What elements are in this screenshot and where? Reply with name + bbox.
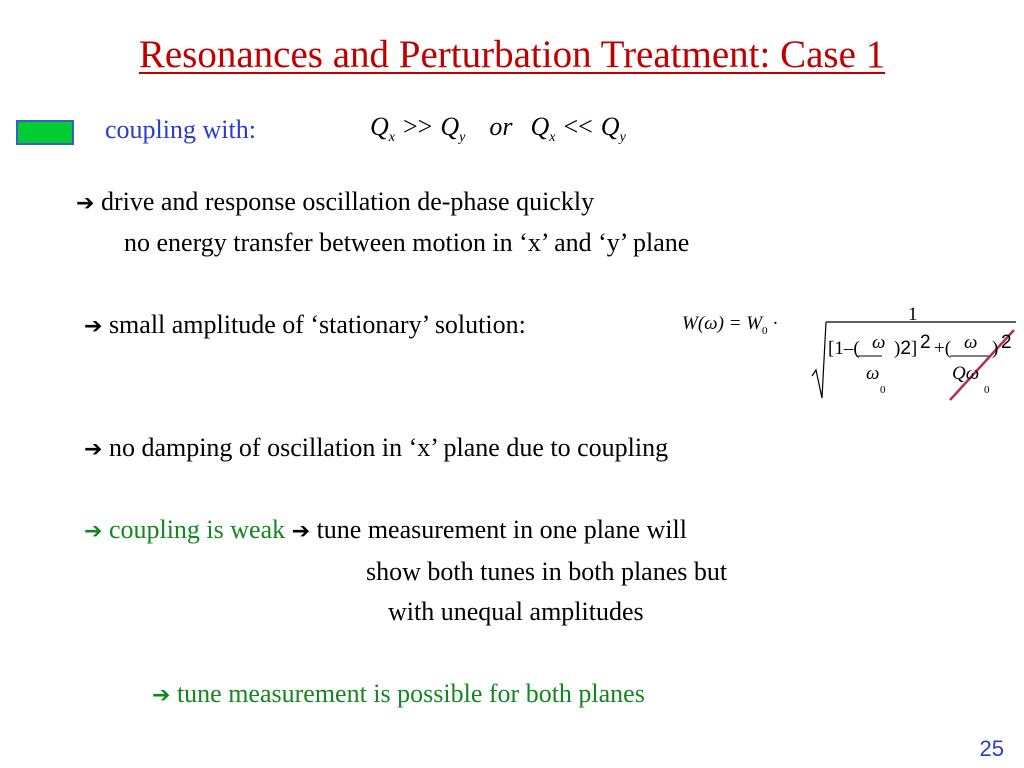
formula-zero-2: 0 <box>984 384 990 396</box>
formula-close-1: )2] <box>894 338 918 359</box>
bullet-1-line-2: no energy transfer between motion in ‘x’ and ‘y’ plane <box>124 228 690 257</box>
formula-bracket-open: [1–( <box>828 338 860 359</box>
bullet-4-line-3: with unequal amplitudes <box>388 597 644 626</box>
formula-omega-den-1: ω <box>866 363 880 384</box>
formula-sq-1: 2 <box>920 332 931 353</box>
formula-omega-num-1: ω <box>872 332 886 353</box>
arrow-right-icon: ➔ <box>84 437 103 462</box>
bullet-4-line-1: ➔ coupling is weak ➔ tune measurement in one plane will <box>84 515 687 544</box>
coupling-label: coupling with: <box>105 115 256 144</box>
formula-zero-1: 0 <box>880 384 886 396</box>
coupling-condition <box>370 112 626 146</box>
bullet-5: ➔ tune measurement is possible for both planes <box>152 679 645 708</box>
formula-sq-2: 2 <box>1001 332 1012 353</box>
or-word: or <box>489 112 513 141</box>
formula-plus: +( <box>934 338 952 359</box>
slide-title: Resonances and Perturbation Treatment: Case 1 <box>138 33 886 76</box>
qx-symbol-2: $Q_x$ <box>530 112 556 145</box>
formula-omega-num-2: ω <box>964 332 978 353</box>
much-less-symbol: << <box>563 112 593 141</box>
formula-close-2: ) <box>992 338 999 359</box>
bullet-2: ➔ small amplitude of ‘stationary’ solution: <box>84 310 526 339</box>
arrow-right-icon: ➔ <box>291 519 311 544</box>
arrow-right-icon: ➔ <box>152 683 171 708</box>
qx-symbol: $Q_x$ <box>370 112 395 145</box>
qy-symbol-2: $Q_y$ <box>600 112 626 145</box>
formula-numerator: 1 <box>908 304 918 325</box>
page-number: 25 <box>979 736 1004 761</box>
arrow-right-icon: ➔ <box>84 519 103 544</box>
qy-symbol: $Q_y$ <box>440 112 466 145</box>
arrow-right-icon: ➔ <box>84 314 103 339</box>
formula-lhs: $W(\omega) = W_0$ · <box>682 313 779 337</box>
bullet-1-line-1: ➔ drive and response oscillation de-phase quickly <box>76 187 595 216</box>
bullet-3: ➔ no damping of oscillation in ‘x’ plane due to coupling <box>84 433 669 462</box>
coupling-weak-text: coupling is weak <box>108 515 286 544</box>
bullet-4-line-2: show both tunes in both planes but <box>366 557 728 586</box>
green-marker-box <box>16 120 74 145</box>
much-greater-symbol: >> <box>403 112 433 141</box>
arrow-right-icon: ➔ <box>76 191 95 216</box>
formula-q-omega-den: Qω <box>952 363 980 384</box>
